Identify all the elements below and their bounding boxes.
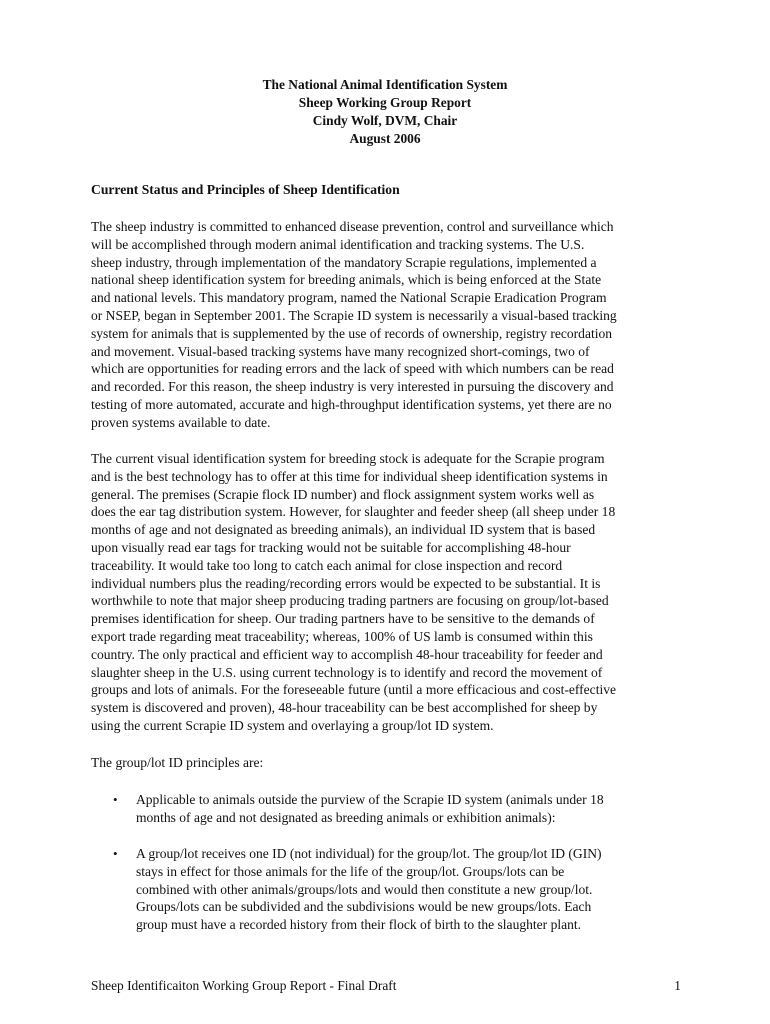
paragraph-line: upon visually read ear tags for tracking would not be suitable for accomplishing 48-hour <box>91 539 571 555</box>
paragraph-line: The group/lot ID principles are: <box>91 755 264 770</box>
header-author: Cindy Wolf, DVM, Chair <box>312 113 458 128</box>
paragraph-line: does the ear tag distribution system. However, for slaughter and feeder sheep (all sheep under 18 <box>91 504 616 520</box>
paragraph-line: traceability. It would take too long to catch each animal for close inspection and record <box>91 557 563 573</box>
paragraph-line: worthwhile to note that major sheep producing trading partners are focusing on group/lot-based <box>91 593 609 609</box>
paragraph-line: using the current Scrapie ID system and overlaying a group/lot ID system. <box>91 717 494 733</box>
paragraph-line: export trade regarding meat traceability; whereas, 100% of US lamb is consumed within this <box>91 628 593 644</box>
header-date: August 2006 <box>349 131 421 146</box>
paragraph-line: general. The premises (Scrapie flock ID number) and flock assignment system works well as <box>91 486 595 502</box>
bullet-line: stays in effect for those animals for the life of the group/lot. Groups/lots can be <box>136 863 565 879</box>
paragraph-line: sheep industry, through implementation of the mandatory Scrapie regulations, implemented a <box>91 254 597 270</box>
bullet-line: months of age and not designated as breeding animals or exhibition animals): <box>136 809 556 825</box>
paragraph-line: and recorded. For this reason, the sheep industry is very interested in pursuing the discovery and <box>91 379 614 395</box>
paragraph-1 <box>91 218 691 432</box>
paragraph-line: proven systems available to date. <box>91 414 271 430</box>
paragraph-line: system is discovered and proven), 48-hour traceability can be best accomplished for sheep by <box>91 700 598 716</box>
bullet-text <box>136 845 696 934</box>
paragraph-line: The sheep industry is committed to enhanced disease prevention, control and surveillance which <box>91 219 614 234</box>
bullet-line: Applicable to animals outside the purview of the Scrapie ID system (animals under 18 <box>136 792 604 807</box>
paragraph-3 <box>91 754 691 772</box>
section-title: Current Status and Principles of Sheep Identification <box>91 182 400 197</box>
bullet-line: group must have a recorded history from their flock of birth to the slaughter plant. <box>136 917 582 933</box>
paragraph-2 <box>91 450 691 735</box>
paragraph-line: or NSEP, began in September 2001. The Scrapie ID system is necessarily a visual-based tracking <box>91 307 617 323</box>
page-number: 1 <box>674 978 681 993</box>
bullet-line: A group/lot receives one ID (not individual) for the group/lot. The group/lot ID (GIN) <box>136 846 602 861</box>
paragraph-line: which are opportunities for reading errors and the lack of speed with which numbers can be read <box>91 361 614 377</box>
paragraph-line: The current visual identification system for breeding stock is adequate for the Scrapie program <box>91 451 605 466</box>
paragraph-line: groups and lots of animals. For the foreseeable future (until a more efficacious and cost-effective <box>91 682 617 698</box>
paragraph-line: system for animals that is supplemented by the use of records of ownership, registry recordation <box>91 325 613 341</box>
paragraph-line: national sheep identification system for breeding animals, which is being enforced at the State <box>91 272 602 288</box>
bullet-icon: • <box>113 846 118 861</box>
paragraph-line: country. The only practical and efficient way to accomplish 48-hour traceability for feeder and <box>91 646 603 662</box>
paragraph-line: slaughter sheep in the U.S. using current technology is to identify and record the movement of <box>91 664 603 680</box>
paragraph-line: individual numbers plus the reading/recording errors would be expected to be substantial. It is <box>91 575 601 591</box>
header-subtitle: Sheep Working Group Report <box>298 95 472 110</box>
paragraph-line: months of age and not designated as breeding animals), an individual ID system that is based <box>91 522 596 538</box>
paragraph-line: and movement. Visual-based tracking systems have many recognized short-comings, two of <box>91 343 590 359</box>
paragraph-line: testing of more automated, accurate and high-throughput identification systems, yet there are no <box>91 396 612 412</box>
header-title: The National Animal Identification System <box>262 77 508 92</box>
paragraph-line: premises identification for sheep. Our trading partners have to be sensitive to the demands of <box>91 611 595 627</box>
bullet-icon: • <box>113 792 118 807</box>
bullet-line: combined with other animals/groups/lots and would then constitute a new group/lot. <box>136 881 593 897</box>
paragraph-line: will be accomplished through modern animal identification and tracking systems. The U.S. <box>91 236 585 252</box>
bullet-text <box>136 791 696 827</box>
bullet-line: Groups/lots can be subdivided and the subdivisions would be new groups/lots. Each <box>136 899 592 915</box>
paragraph-line: and is the best technology has to offer at this time for individual sheep identification systems in <box>91 468 608 484</box>
footer-title: Sheep Identificaiton Working Group Report - Final Draft <box>91 978 397 993</box>
paragraph-line: and national levels. This mandatory program, named the National Scrapie Eradication Program <box>91 290 607 306</box>
document-header <box>0 76 770 148</box>
